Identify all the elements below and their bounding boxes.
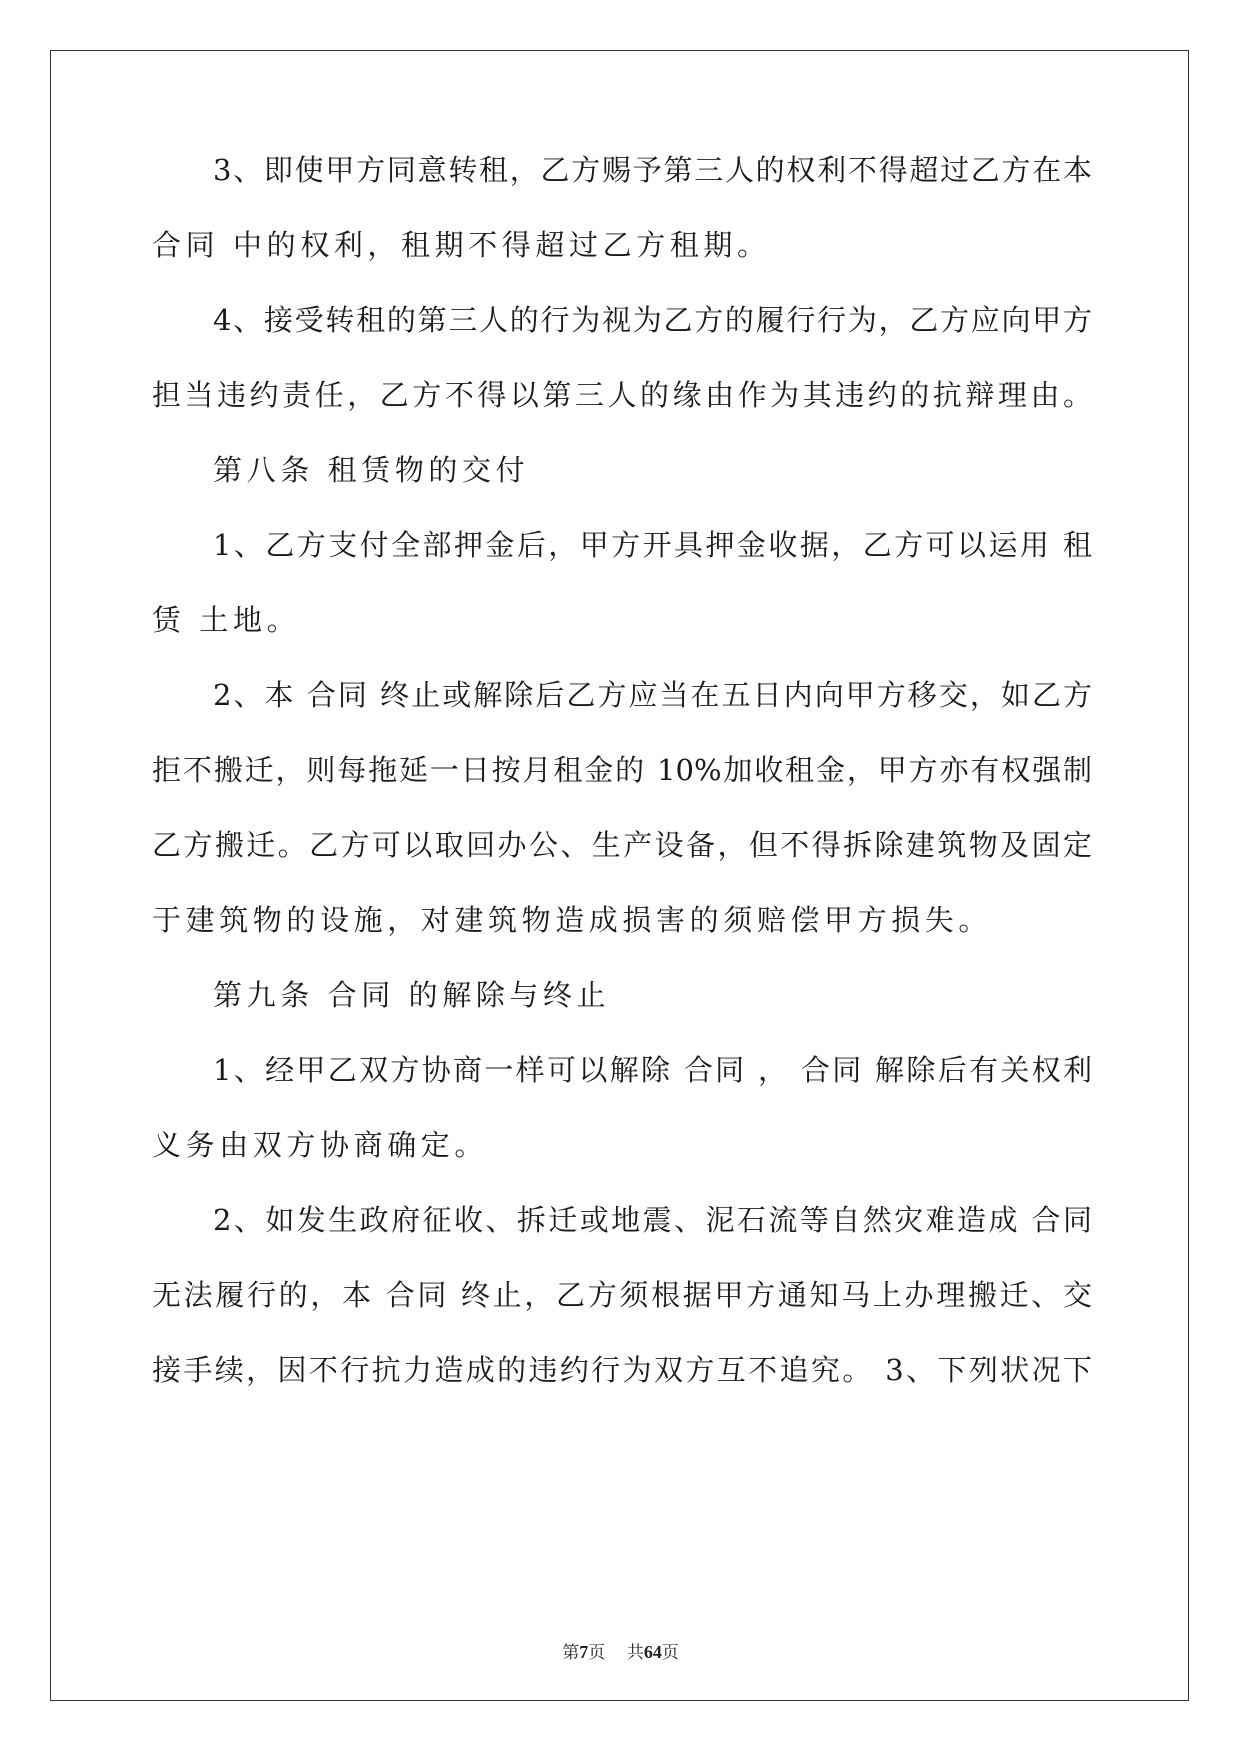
text-line: 2、如发生政府征收、拆迁或地震、泥石流等自然灾难造成 合同 xyxy=(213,1203,1092,1237)
text-line: 3、即使甲方同意转租，乙方赐予第三人的权利不得超过乙方在本 xyxy=(213,153,1092,187)
footer-page-prefix: 第 xyxy=(562,1643,580,1663)
text-line: 赁 土地。 xyxy=(152,603,301,637)
section-heading: 第九条 合同 的解除与终止 xyxy=(213,978,611,1012)
page-footer xyxy=(0,1642,1241,1663)
footer-total-suffix: 页 xyxy=(661,1643,679,1663)
text-line: 接手续，因不行抗力造成的违约行为双方互不追究。 3、下列状况下 xyxy=(152,1353,1092,1387)
text-line: 1、乙方支付全部押金后，甲方开具押金收据，乙方可以运用 租 xyxy=(213,528,1092,562)
text-line: 乙方搬迁。乙方可以取回办公、生产设备，但不得拆除建筑物及固定 xyxy=(152,828,1092,862)
text-line: 合同 中的权利，租期不得超过乙方租期。 xyxy=(152,228,771,262)
text-line: 拒不搬迁，则每拖延一日按月租金的 10%加收租金，甲方亦有权强制 xyxy=(152,753,1092,787)
page-border xyxy=(50,50,1189,1701)
text-line: 担当违约责任，乙方不得以第三人的缘由作为其违约的抗辩理由。 xyxy=(152,378,1092,412)
section-heading: 第八条 租赁物的交付 xyxy=(213,453,530,487)
text-line: 2、本 合同 终止或解除后乙方应当在五日内向甲方移交，如乙方 xyxy=(213,678,1092,712)
text-line: 1、经甲乙双方协商一样可以解除 合同 ， 合同 解除后有关权利 xyxy=(213,1053,1092,1087)
text-line: 义务由双方协商确定。 xyxy=(152,1128,489,1162)
footer-page-number: 7 xyxy=(579,1642,589,1662)
text-line: 4、接受转租的第三人的行为视为乙方的履行行为，乙方应向甲方 xyxy=(213,303,1092,337)
footer-total-pages: 64 xyxy=(643,1642,662,1662)
text-line: 无法履行的，本 合同 终止，乙方须根据甲方通知马上办理搬迁、交 xyxy=(152,1278,1092,1312)
text-line: 于建筑物的设施，对建筑物造成损害的须赔偿甲方损失。 xyxy=(152,903,993,937)
footer-page-suffix: 页 xyxy=(588,1643,606,1663)
footer-total-prefix: 共 xyxy=(626,1643,644,1663)
